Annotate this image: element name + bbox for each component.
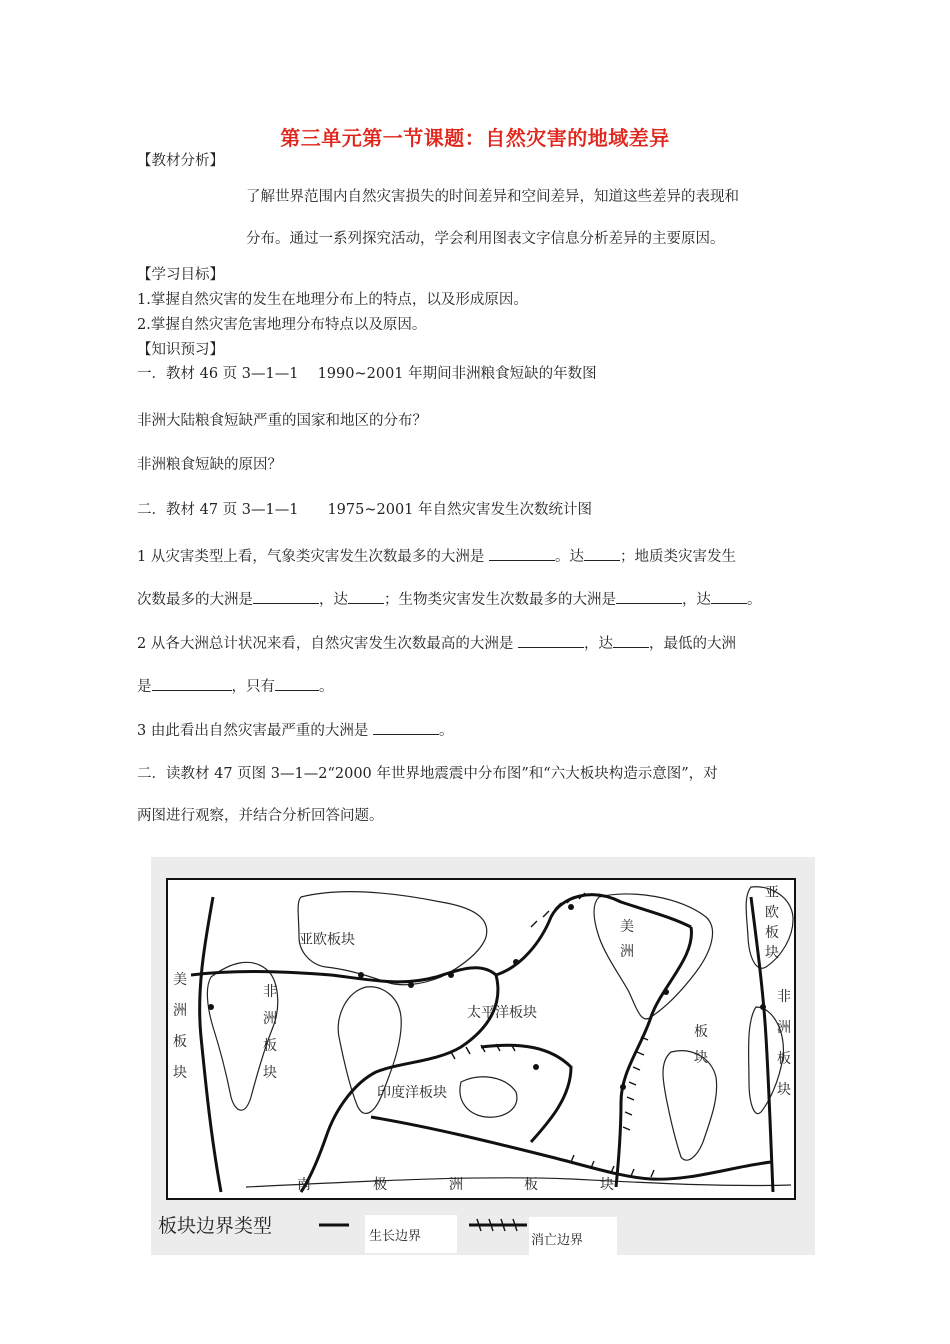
q2-text-d: 是	[137, 679, 152, 695]
q1-text-h: 。	[747, 592, 762, 608]
q2-text-a: 2 从各大洲总计状况来看，自然灾害发生次数最高的大洲是	[137, 636, 518, 652]
label-char: 块	[694, 1050, 708, 1066]
legend-growth-label: 生长边界	[369, 1229, 422, 1244]
legend-title: 板块边界类型	[158, 1215, 273, 1237]
label-char: 块	[263, 1065, 277, 1081]
label-char: 洲	[173, 1003, 187, 1019]
answer-blank[interactable]	[275, 676, 319, 691]
question-2-line-2	[137, 676, 334, 697]
goal-item-2: 2.掌握自然灾害危害地理分布特点以及原因。	[137, 317, 427, 333]
q1-text-g: ，达	[682, 592, 711, 608]
legend-subduct-box	[529, 1217, 617, 1255]
q1-text-c: ；地质类灾害发生	[619, 549, 736, 565]
epicenter-marker	[533, 1064, 539, 1070]
q2-text-c: ，最低的大洲	[648, 636, 736, 652]
label-char: 板	[263, 1038, 277, 1054]
q1-text-f: ；生物类灾害发生次数最多的大洲是	[384, 592, 616, 608]
label-char: 板	[173, 1034, 187, 1050]
answer-blank[interactable]	[253, 589, 319, 604]
label-char: 洲	[263, 1011, 277, 1027]
epicenter-marker	[448, 972, 454, 978]
question-3	[137, 720, 453, 741]
q3-text-b: 。	[438, 723, 454, 739]
q3-text-a: 3 由此看出自然灾害最严重的大洲是	[137, 723, 373, 739]
label-char: 非	[263, 984, 277, 1000]
label-char: 板	[765, 925, 779, 941]
label-antarctic-2: 极	[373, 1177, 387, 1193]
label-pacific-plate: 太平洋板块	[467, 1005, 537, 1021]
analysis-text-line-2: 分布。通过一系列探究活动，学会利用图表文字信息分析差异的主要原因。	[246, 231, 725, 247]
page-title: 第三单元第一节课题：自然灾害的地域差异	[280, 126, 670, 150]
analysis-text-line-1: 了解世界范围内自然灾害损失的时间差异和空间差异，知道这些差异的表现和	[246, 189, 739, 205]
q2-text-e: ，只有	[231, 679, 275, 695]
section-heading-preview: 【知识预习】	[137, 342, 224, 358]
label-american-plate-north	[620, 915, 634, 965]
label-antarctic-3: 洲	[449, 1177, 463, 1193]
label-char: 洲	[620, 944, 634, 960]
epicenter-marker	[408, 982, 414, 988]
section-heading-goals: 【学习目标】	[137, 267, 224, 283]
part-three-line-2: 两图进行观察，并结合分析回答问题。	[137, 808, 384, 824]
label-char: 块	[173, 1065, 187, 1081]
label-african-plate-right	[777, 982, 791, 1106]
q1-text-a: 1 从灾害类型上看，气象类灾害发生次数最多的大洲是	[137, 549, 489, 565]
label-char: 板	[777, 1051, 791, 1067]
legend-growth-box	[365, 1215, 457, 1253]
epicenter-marker	[760, 1004, 766, 1010]
part-three-line-1: 二．读教材 47 页图 3—1—2“2000 年世界地震震中分布图”和“六大板块构造示意图”，对	[137, 766, 718, 782]
label-char: 欧	[765, 905, 779, 921]
part-one-question-2: 非洲粮食短缺的原因？	[137, 457, 282, 473]
epicenter-marker	[620, 1084, 626, 1090]
part-one-question-1: 非洲大陆粮食短缺严重的国家和地区的分布？	[137, 413, 427, 429]
label-antarctic-4: 板	[524, 1177, 538, 1193]
label-char: 非	[777, 989, 791, 1005]
answer-blank[interactable]	[489, 546, 555, 561]
label-eurasian-plate: 亚欧板块	[299, 932, 355, 948]
label-char: 块	[765, 945, 779, 961]
label-american-plate-left	[173, 965, 187, 1089]
answer-blank[interactable]	[152, 676, 232, 691]
part-two-heading: 二．教材 47 页 3—1—1 1975~2001 年自然灾害发生次数统计图	[137, 502, 593, 518]
section-heading-analysis: 【教材分析】	[137, 153, 224, 169]
map-drawing	[151, 857, 815, 1255]
legend-subduct-line	[469, 1219, 527, 1231]
question-2-line-1	[137, 633, 736, 654]
question-1-line-2	[137, 589, 762, 610]
answer-blank[interactable]	[584, 546, 620, 561]
label-char: 美	[173, 972, 187, 988]
answer-blank[interactable]	[616, 589, 682, 604]
q1-text-d: 次数最多的大洲是	[137, 592, 253, 608]
label-char: 块	[777, 1082, 791, 1098]
epicenter-marker	[358, 972, 364, 978]
q2-text-f: 。	[319, 679, 334, 695]
epicenter-marker	[663, 989, 669, 995]
label-char: 美	[620, 919, 634, 935]
answer-blank[interactable]	[613, 633, 649, 648]
answer-blank[interactable]	[518, 633, 584, 648]
answer-blank[interactable]	[348, 589, 384, 604]
label-char: 亚	[765, 885, 779, 901]
epicenter-marker	[568, 904, 574, 910]
label-antarctic-5: 块	[600, 1177, 614, 1193]
goal-item-1: 1.掌握自然灾害的发生在地理分布上的特点，以及形成原因。	[137, 292, 528, 308]
label-char: 板	[694, 1024, 708, 1040]
answer-blank[interactable]	[373, 720, 439, 735]
label-african-plate	[263, 979, 277, 1087]
question-1-line-1	[137, 546, 736, 567]
label-american-plate-south	[694, 1019, 708, 1071]
epicenter-marker	[208, 1004, 214, 1010]
epicenter-marker	[513, 959, 519, 965]
label-eurasian-plate-right	[765, 883, 779, 963]
part-one-heading: 一．教材 46 页 3—1—1 1990~2001 年期间非洲粮食短缺的年数图	[137, 366, 597, 382]
plate-tectonics-map	[151, 857, 815, 1255]
label-indian-plate: 印度洋板块	[377, 1085, 447, 1101]
q1-text-e: ，达	[319, 592, 348, 608]
label-antarctic-1: 南	[297, 1177, 311, 1193]
answer-blank[interactable]	[711, 589, 747, 604]
q1-text-b: 。达	[554, 549, 584, 565]
legend-subduct-label: 消亡边界	[531, 1233, 584, 1248]
q2-text-b: ，达	[583, 636, 613, 652]
label-char: 洲	[777, 1020, 791, 1036]
